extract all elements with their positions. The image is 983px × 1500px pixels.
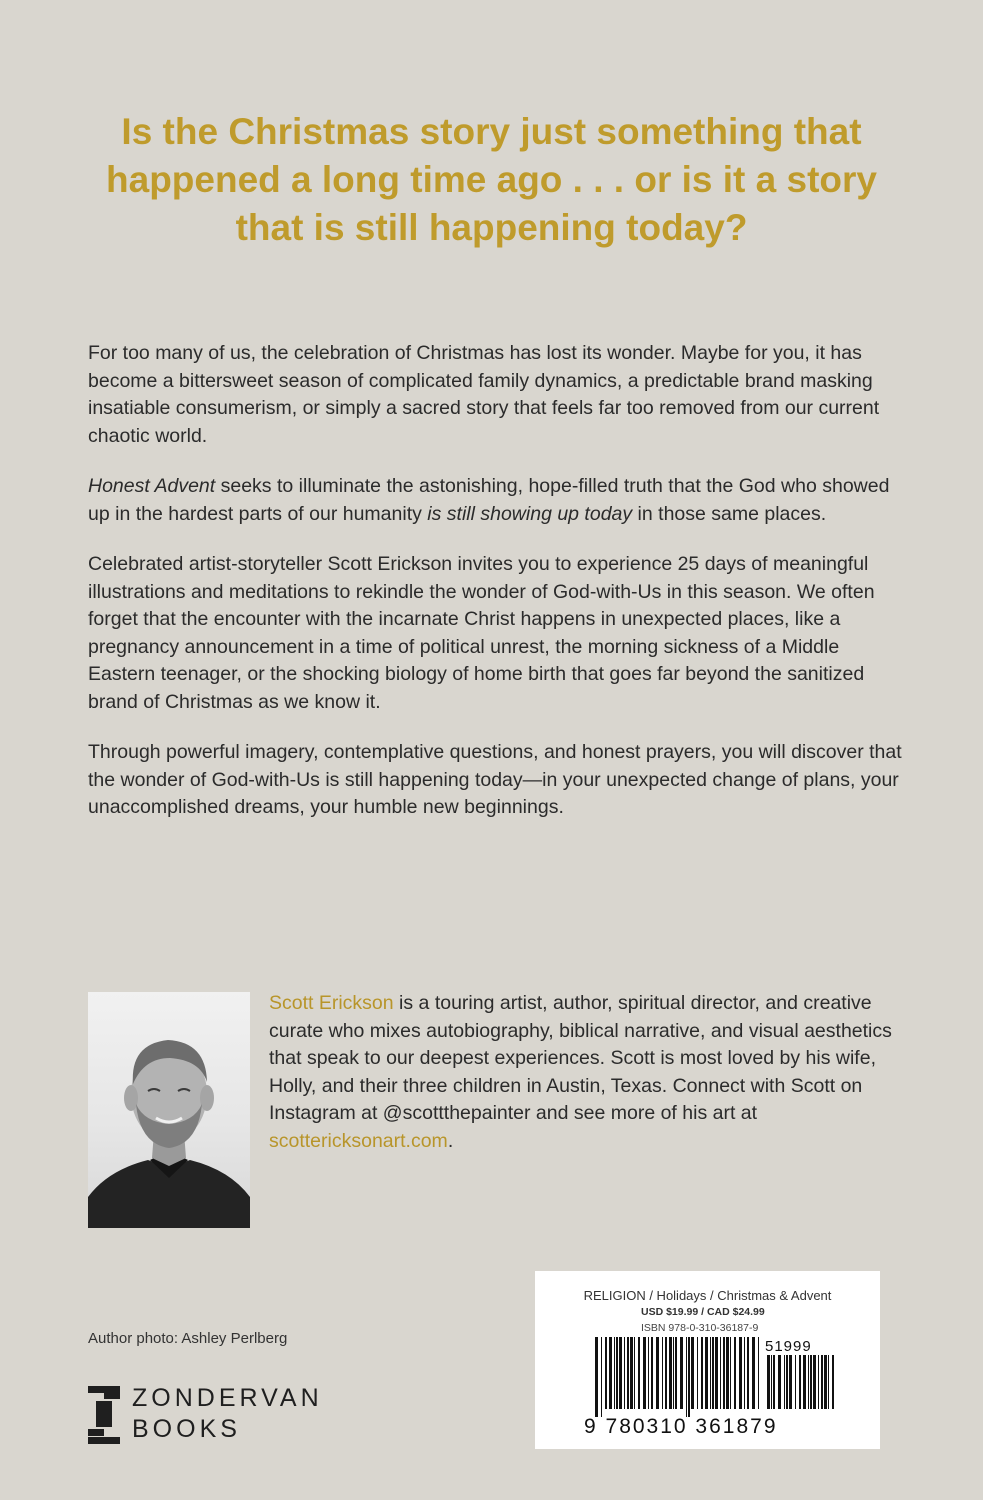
paragraph-text: in those same places. [632,502,827,525]
publisher-imprint: BOOKS [132,1415,241,1443]
price-label: USD $19.99 / CAD $24.99 [641,1306,765,1318]
author-website-link[interactable]: scottericksonart.com [269,1129,448,1152]
isbn-label: ISBN 978-0-310-36187-9 [641,1322,759,1334]
author-bio-end: . [447,1129,454,1152]
photo-credit: Author photo: Ashley Perlberg [88,1330,288,1347]
paragraph-invitation: Celebrated artist-storyteller Scott Erickson invites you to experience 25 days of meaningful illustrations and meditations to rekindle the wonder of God-with-Us in this season. We often forget that the encounter with the incarnate Christ happens in unexpected places, like a pregnancy announcement in a time of political unrest, the morning sickness of a Middle Eastern teenager, or the shocking biology of home birth that goes far beyond the sanitized brand of Christmas as we know it. [88,553,875,713]
author-bio-text: is a touring artist, author, spiritual director, and creative curate who mixes autobiography, biblical narrative, and visual aesthetics that speak to our deepest experiences. Scott is most loved by his wife, Holly, and their three children in Austin, Texas. Connect with Scott on Instagram at @scottthepainter and see more of his art at [269,992,892,1124]
description-body [88,340,903,845]
addon-barcode [767,1355,837,1417]
headline: Is the Christmas story just something that happened a long time ago . . . or is it a story that is still happening today? [106,111,877,248]
paragraph-intro: For too many of us, the celebration of Christmas has lost its wonder. Maybe for you, it has become a bittersweet season of complicated family dynamics, a predictable brand masking insatiable consumerism, or simply a sacred story that feels far too removed from our current chaotic world. [88,342,880,447]
author-portrait-illustration [88,992,250,1228]
bisac-category: RELIGION / Holidays / Christmas & Advent [583,1288,832,1303]
barcode-box [535,1271,880,1449]
paragraph-closing: Through powerful imagery, contemplative questions, and honest prayers, you will discover that the wonder of God-with-Us is still happening today—in your unexpected change of plans, your unaccomplished dreams, your humble new beginnings. [88,741,902,818]
publisher-logo [88,1384,388,1446]
publisher-name: ZONDERVAN [132,1384,323,1412]
isbn-barcode [595,1337,760,1417]
author-photo [88,992,250,1228]
paragraph-honest-advent [88,473,903,528]
paragraph-text: seeks to illuminate the astonishing, hope-filled truth that the God who showed up in the hardest parts of our humanity [88,475,890,525]
author-bio [269,990,899,1155]
book-title-italic: Honest Advent [88,475,216,497]
author-name: Scott Erickson [269,992,394,1014]
barcode-digits: 9 780310 361879 [584,1415,778,1438]
emphasis-text: is still showing up today [427,502,633,525]
zondervan-logo-icon [88,1386,120,1444]
price-addon-code: 51999 [765,1338,812,1355]
